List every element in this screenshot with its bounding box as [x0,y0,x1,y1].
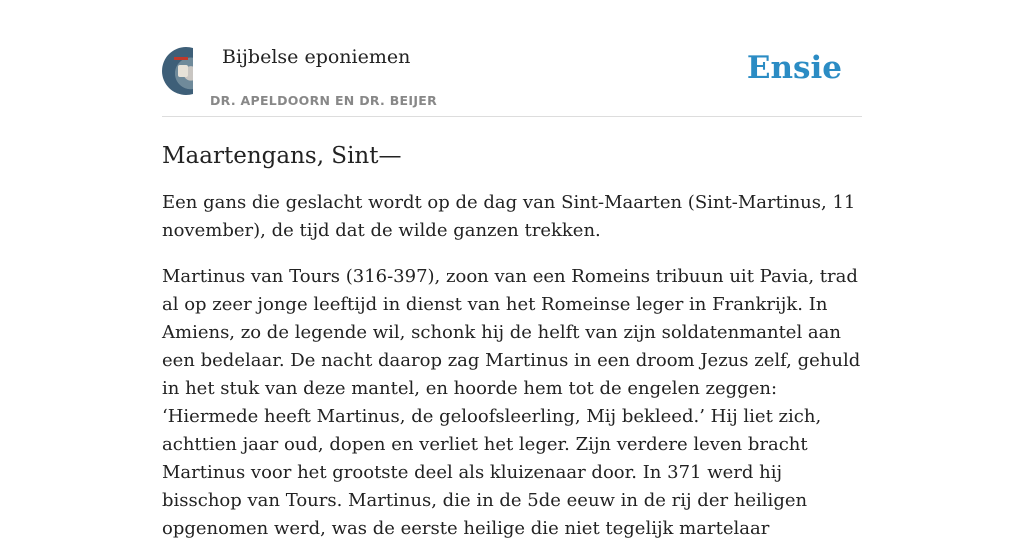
book-author[interactable]: DR. APELDOORN EN DR. BEIJER [210,93,438,108]
entry-paragraph: Martinus van Tours (316-397), zoon van een Romeins tribuun uit Pavia, trad al op zeer jonge leeftijd in dienst van het Romeinse leger in Frankrijk. In Amiens, zo de legende wil, schonk hij de helft van zijn soldatenmantel aan een bedelaar. De nacht daarop zag Martinus in een droom Jezus zelf, gehuld in het stuk van deze mantel, en hoorde hem tot de engelen zeggen: ‘Hiermede heeft Martinus, de geloofsleerling, Mij bekleed.’ Hij liet zich, achttien jaar oud, dopen en verliet het leger. Zijn verdere leven bracht Martinus voor het grootste deel als kluizenaar door. In 371 werd hij bisschop van Tours. Martinus, die in de 5de eeuw in de rij der heiligen opgenomen werd, was de eerste heilige die niet tegelijk martelaar [162,266,861,539]
book-cover-icon[interactable] [162,47,193,95]
book-title[interactable]: Bijbelse eponiemen [222,46,411,68]
entry-paragraph: Een gans die geslacht wordt op de dag van Sint-Maarten (Sint-Martinus, 11 november), de tijd dat de wilde ganzen trekken. [162,192,856,241]
ensie-logo-link[interactable]: Ensie [746,50,842,86]
page-container [162,0,862,543]
entry-title: Maartengans, Sint— [162,143,402,169]
cover-mark [178,65,188,77]
cover-accent [174,57,188,60]
book-header [162,0,862,117]
entry-body [162,189,862,543]
